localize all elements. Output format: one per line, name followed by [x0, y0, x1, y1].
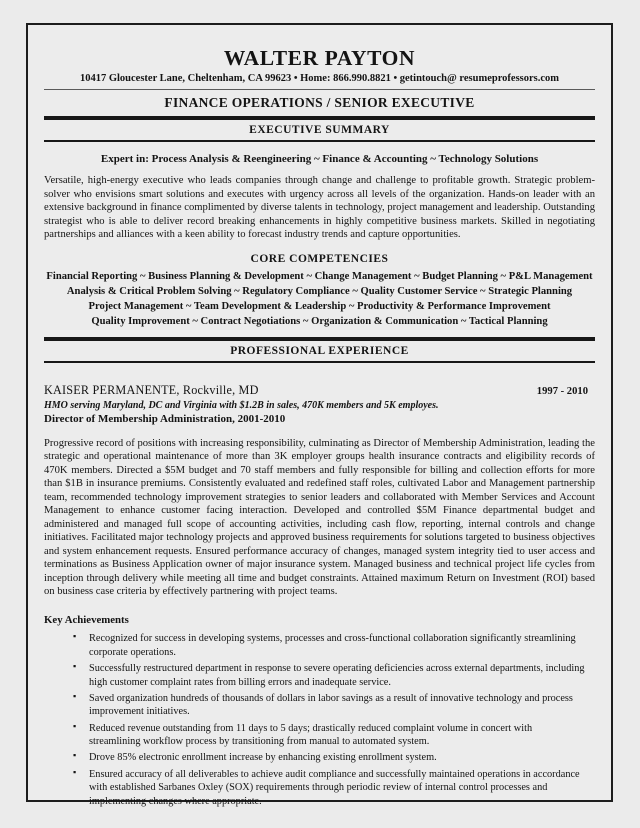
- employment-dates: 1997 - 2010: [536, 385, 588, 397]
- employer-name: KAISER PERMANENTE, Rockville, MD: [44, 382, 259, 397]
- competency-line: Financial Reporting ~ Business Planning & Development ~ Change Management ~ Budget Planning ~ P&L Management: [46, 270, 593, 282]
- competency-line: Quality Improvement ~ Contract Negotiations ~ Organization & Communication ~ Tactical Planning: [91, 315, 548, 327]
- employer-description: HMO serving Maryland, DC and Virginia with $1.2B in sales, 470K members and 5K employes.: [44, 399, 439, 411]
- contact-line: 10417 Gloucester Lane, Cheltenham, CA 99623 • Home: 866.990.8821 • getintouch@ resumeprofessors.com: [79, 72, 560, 84]
- job-title: Director of Membership Administration, 2001-2010: [44, 412, 286, 425]
- executive-summary-paragraph: Versatile, high-energy executive who leads companies through change and challenge to profitable growth. Strategic problem-solver who envisions smart solutions and executes with urgency across all levels of the organization. Hands-on leader with an extensive background in finance complimented by diverse talents in technology, project management and leadership. Outstanding strategist who is able to deliver record breaking enhancements in highly competitive business markets. Skilled in negotiating partnerships and alliances with a keen ability to forecast industry trends and capture opportunities.: [44, 175, 595, 241]
- competency-line: Project Management ~ Team Development & Leadership ~ Productivity & Performance Improvement: [88, 300, 551, 312]
- section-title-core-competencies: CORE COMPETENCIES: [250, 252, 389, 265]
- section-title-professional-experience: PROFESSIONAL EXPERIENCE: [44, 337, 595, 363]
- resume-header: [44, 46, 595, 120]
- achievement-item: ▪ Drove 85% electronic enrollment increase by enhancing existing enrollment system.: [89, 751, 585, 767]
- core-competencies-block: [44, 242, 595, 337]
- section-title-executive-summary: EXECUTIVE SUMMARY: [44, 120, 595, 142]
- professional-headline: FINANCE OPERATIONS / SENIOR EXECUTIVE: [164, 95, 475, 111]
- resume-page: [26, 23, 613, 807]
- achievement-item: ▪ Reduced revenue outstanding from 11 days to 5 days; drastically reduced complaint volume in concert with streamlining workflow process by transitioning from manual to automated system.: [89, 722, 585, 752]
- candidate-name: WALTER PAYTON: [223, 46, 416, 70]
- experience-paragraph: Progressive record of positions with increasing responsibility, culminating as Director of Membership Administration, leading the strategic and operational maintenance of more than 3K employer groups health insurance contracts and eligibility records of 470K members. Directed a $5M budget and 70 staff members and fully responsible for billing and collection efforts for more than $1B in insurance premiums. Consistently evaluated and redefined staff roles, cultivated Labor and Management partnership team, recommended technology improvement strategies to senior leaders and collaborated with Member Services and Account Management to enhance customer facing interaction. Developed and controlled $5M Finance departmental budget and administered and managed full scope of accounting activities, including cash flow, reporting, internal controls and change initiatives. Facilitated major technology projects and approved business requirements for solutions targeted to business objectives and system enhancement requests. Ensured performance accuracy of changes, managed system integrity tied to user access and terminations as Business Application owner of major insurance system. Managed business and technical project life cycles from inception through delivery while meeting all time and budget constraints. Attained maximum Return on Investment (ROI) based on business case criteria by effectively partnering with project teams.: [44, 438, 595, 597]
- achievement-item: ▪ Successfully restructured department in response to severe operating deficiencies across external departments, including high customer complaint rates from billing errors and inadequate service.: [89, 662, 585, 692]
- achievement-item: ▪ Saved organization hundreds of thousands of dollars in labor savings as a result of innovative technology and process improvement initiatives.: [89, 692, 585, 722]
- achievement-item: ▪ Ensured accuracy of all deliverables to achieve audit compliance and successfully maintained operations in accordance with established Sarbanes Oxley (SOX) requirements through periodic review of internal control processes and implementing changes where appropriate.: [89, 768, 585, 811]
- achievement-item: ▪ Recognized for success in developing systems, processes and cross-functional collaboration significantly streamlining corporate operations.: [89, 632, 585, 662]
- key-achievements-list: [44, 632, 595, 811]
- key-achievements-title: Key Achievements: [44, 614, 129, 627]
- experience-header: [44, 363, 595, 398]
- competency-line: Analysis & Critical Problem Solving ~ Regulatory Compliance ~ Quality Customer Service ~ Strategic Planning: [66, 285, 573, 297]
- expertise-line: Expert in: Process Analysis & Reengineering ~ Finance & Accounting ~ Technology Solutions: [100, 153, 539, 166]
